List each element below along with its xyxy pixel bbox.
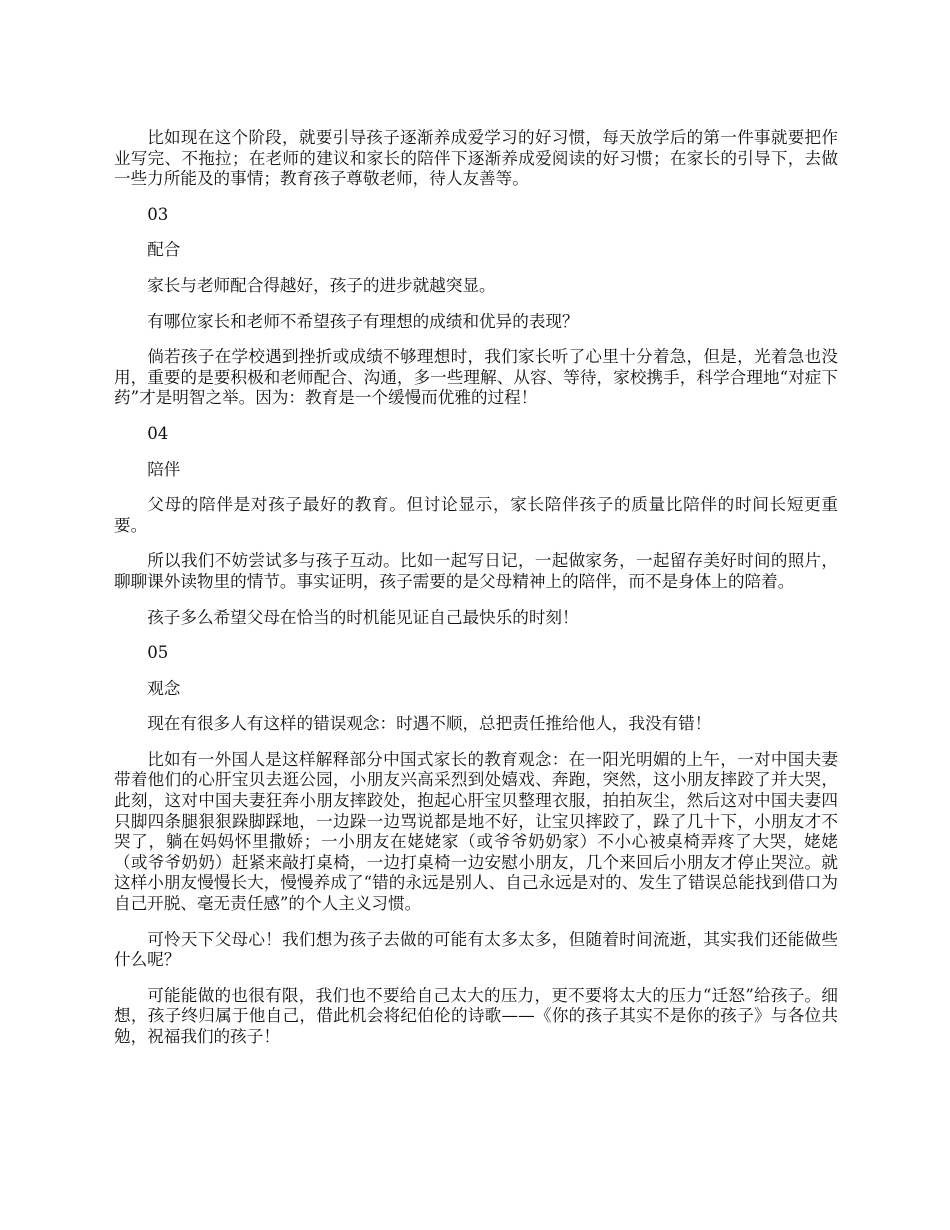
paragraph-companionship-1: 父母的陪伴是对孩子最好的教育。但讨论显示，家长陪伴孩子的质量比陪伴的时间长短更重要。 [114, 495, 838, 535]
paragraph-cooperation-2: 有哪位家长和老师不希望孩子有理想的成绩和优异的表现？ [147, 311, 579, 331]
paragraph-cooperation-3: 倘若孩子在学校遇到挫折或成绩不够理想时，我们家长听了心里十分着急，但是，光着急也没用，重要的是要积极和老师配合、沟通，多一些理解、从容、等待，家校携手，科学合理地“对症下药”才是明智之举。因为：教育是一个缓慢而优雅的过程！ [114, 347, 838, 408]
paragraph-concept-2: 比如有一外国人是这样解释部分中国式家长的教育观念：在一阳光明媚的上午，一对中国夫妻带着他们的心肝宝贝去逛公园，小朋友兴高采烈到处嬉戏、奔跑，突然，这小朋友摔跤了并大哭，此刻，这对中国夫妻狂奔小朋友摔跤处，抱起心肝宝贝整理衣服，拍拍灰尘，然后这对中国夫妻四只脚四条腿狠狠跺脚踩地，一边跺一边骂说都是地不好，让宝贝摔跤了，跺了几十下，小朋友才不哭了，躺在妈妈怀里撒娇；一小朋友在姥姥家（或爷爷奶奶家）不小心被桌椅弄疼了大哭，姥姥（或爷爷奶奶）赶紧来敲打桌椅，一边打桌椅一边安慰小朋友，几个来回后小朋友才停止哭泣。就这样小朋友慢慢长大，慢慢养成了“错的永远是别人、自己永远是对的、发生了错误总能找到借口为自己开脱、毫无责任感”的个人主义习惯。 [114, 749, 838, 914]
section-title-companionship: 陪伴 [147, 459, 181, 479]
paragraph-companionship-3: 孩子多么希望父母在恰当的时机能见证自己最快乐的时刻！ [147, 607, 579, 627]
paragraph-companionship-2: 所以我们不妨尝试多与孩子互动。比如一起写日记，一起做家务，一起留存美好时间的照片，聊聊课外读物里的情节。事实证明，孩子需要的是父母精神上的陪伴，而不是身体上的陪着。 [114, 551, 838, 591]
section-number-05: 05 [147, 643, 169, 663]
paragraph-cooperation-1: 家长与老师配合得越好，孩子的进步就越突显。 [147, 275, 496, 295]
paragraph-habits: 比如现在这个阶段，就要引导孩子逐渐养成爱学习的好习惯，每天放学后的第一件事就要把作业写完、不拖拉；在老师的建议和家长的陪伴下逐渐养成爱阅读的好习惯；在家长的引导下，去做一些力所能及的事情；教育孩子尊敬老师，待人友善等。 [114, 128, 838, 189]
document-page [114, 128, 838, 1063]
section-number-04: 04 [147, 423, 169, 443]
section-number-03: 03 [147, 204, 169, 224]
section-title-concept: 观念 [147, 678, 181, 698]
section-title-cooperation: 配合 [147, 240, 181, 260]
paragraph-concept-1: 现在有很多人有这样的错误观念：时遇不顺，总把责任推给他人，我没有错！ [147, 714, 712, 734]
paragraph-concept-4: 可能能做的也很有限，我们也不要给自己太大的压力，更不要将太大的压力“迁怒”给孩子。细想，孩子终归属于他自己，借此机会将纪伯伦的诗歌——《你的孩子其实不是你的孩子》与各位共勉，祝福我们的孩子！ [114, 985, 838, 1046]
paragraph-concept-3: 可怜天下父母心！我们想为孩子去做的可能有太多太多，但随着时间流逝，其实我们还能做些什么呢？ [114, 929, 838, 970]
